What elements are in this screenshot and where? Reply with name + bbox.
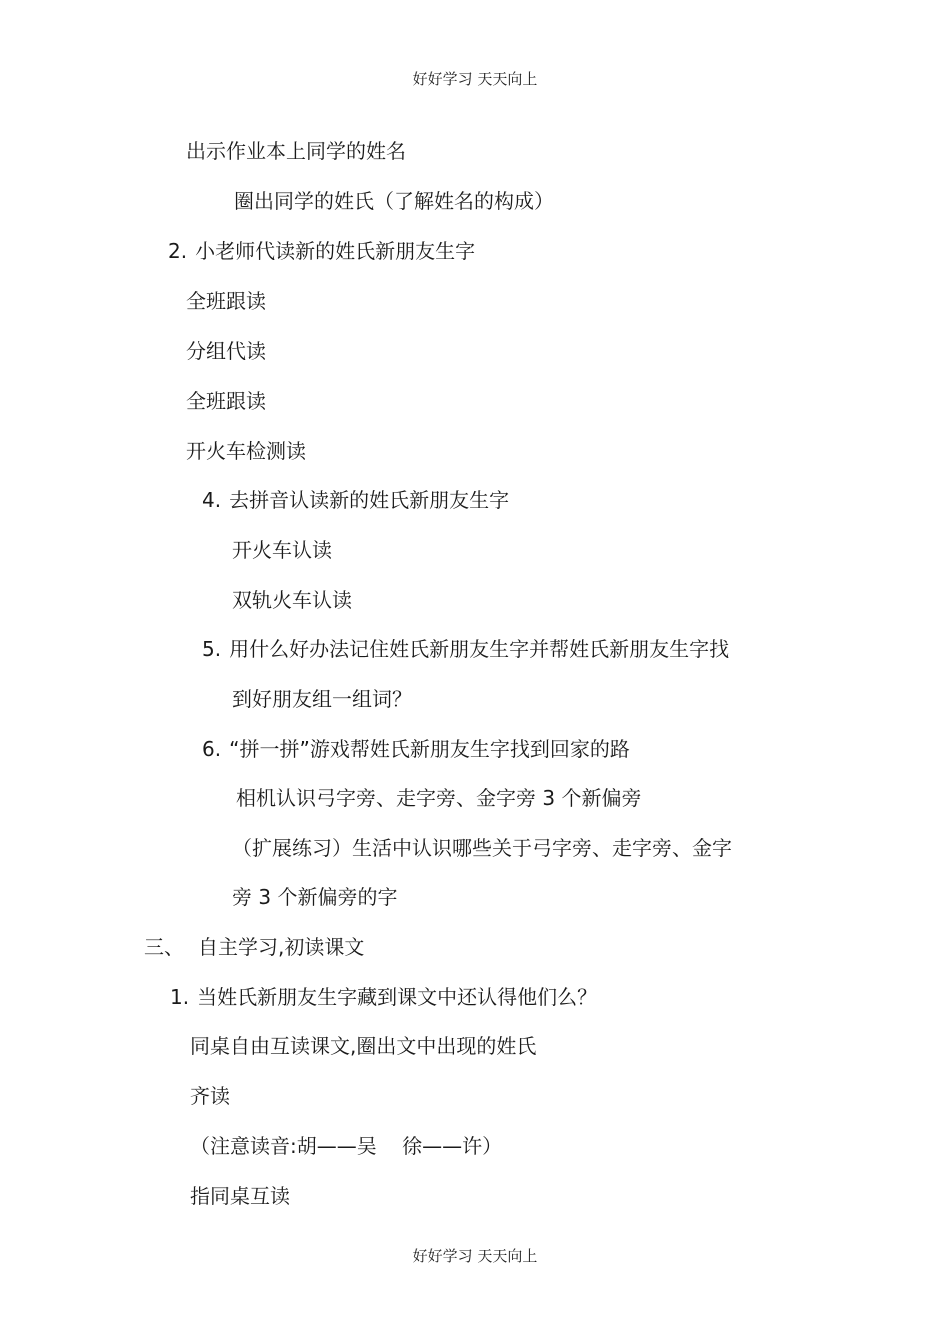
section-number: 三、 bbox=[144, 935, 184, 959]
list-number: 2. bbox=[168, 239, 188, 263]
list-item bbox=[168, 238, 475, 264]
list-item bbox=[202, 487, 509, 513]
list-number: 1. bbox=[170, 985, 190, 1009]
text-line: 圈出同学的姓氏（了解姓名的构成） bbox=[234, 189, 554, 213]
list-number: 6. bbox=[202, 737, 222, 761]
text-line: 开火车认读 bbox=[232, 538, 332, 562]
section-heading-text: 自主学习,初读课文 bbox=[198, 935, 365, 959]
section-heading bbox=[144, 934, 364, 960]
text-line: 开火车检测读 bbox=[186, 439, 306, 463]
page-header: 好好学习 天天向上 bbox=[412, 70, 538, 88]
list-item bbox=[202, 636, 729, 662]
page-footer: 好好学习 天天向上 bbox=[412, 1247, 538, 1265]
list-item bbox=[202, 736, 630, 762]
text-line: 相机认识弓字旁、走字旁、金字旁 3 个新偏旁 bbox=[236, 786, 642, 810]
text-line: （扩展练习）生活中认识哪些关于弓字旁、走字旁、金字 bbox=[232, 836, 732, 860]
text-line: 出示作业本上同学的姓名 bbox=[186, 139, 406, 163]
text-line: 全班跟读 bbox=[186, 389, 266, 413]
text-line: 全班跟读 bbox=[186, 289, 266, 313]
list-item-text: 小老师代读新的姓氏新朋友生字 bbox=[195, 239, 476, 263]
list-item-text: 去拼音认读新的姓氏新朋友生字 bbox=[229, 488, 510, 512]
list-number: 4. bbox=[202, 488, 222, 512]
text-line: 齐读 bbox=[190, 1084, 230, 1108]
text-line: 指同桌互读 bbox=[190, 1184, 290, 1208]
list-item-text: “拼一拼”游戏帮姓氏新朋友生字找到回家的路 bbox=[229, 737, 630, 761]
list-number: 5. bbox=[202, 637, 222, 661]
text-line: 分组代读 bbox=[186, 339, 266, 363]
text-line: 双轨火车认读 bbox=[232, 588, 352, 612]
text-line: 旁 3 个新偏旁的字 bbox=[232, 885, 398, 909]
list-item-text: 当姓氏新朋友生字藏到课文中还认得他们么？ bbox=[197, 985, 598, 1009]
list-item bbox=[170, 984, 597, 1010]
text-line: （注意读音:胡——吴 徐——许） bbox=[190, 1134, 503, 1158]
text-line: 到好朋友组一组词？ bbox=[232, 687, 412, 711]
list-item-text: 用什么好办法记住姓氏新朋友生字并帮姓氏新朋友生字找 bbox=[229, 637, 730, 661]
text-line: 同桌自由互读课文,圈出文中出现的姓氏 bbox=[190, 1034, 537, 1058]
